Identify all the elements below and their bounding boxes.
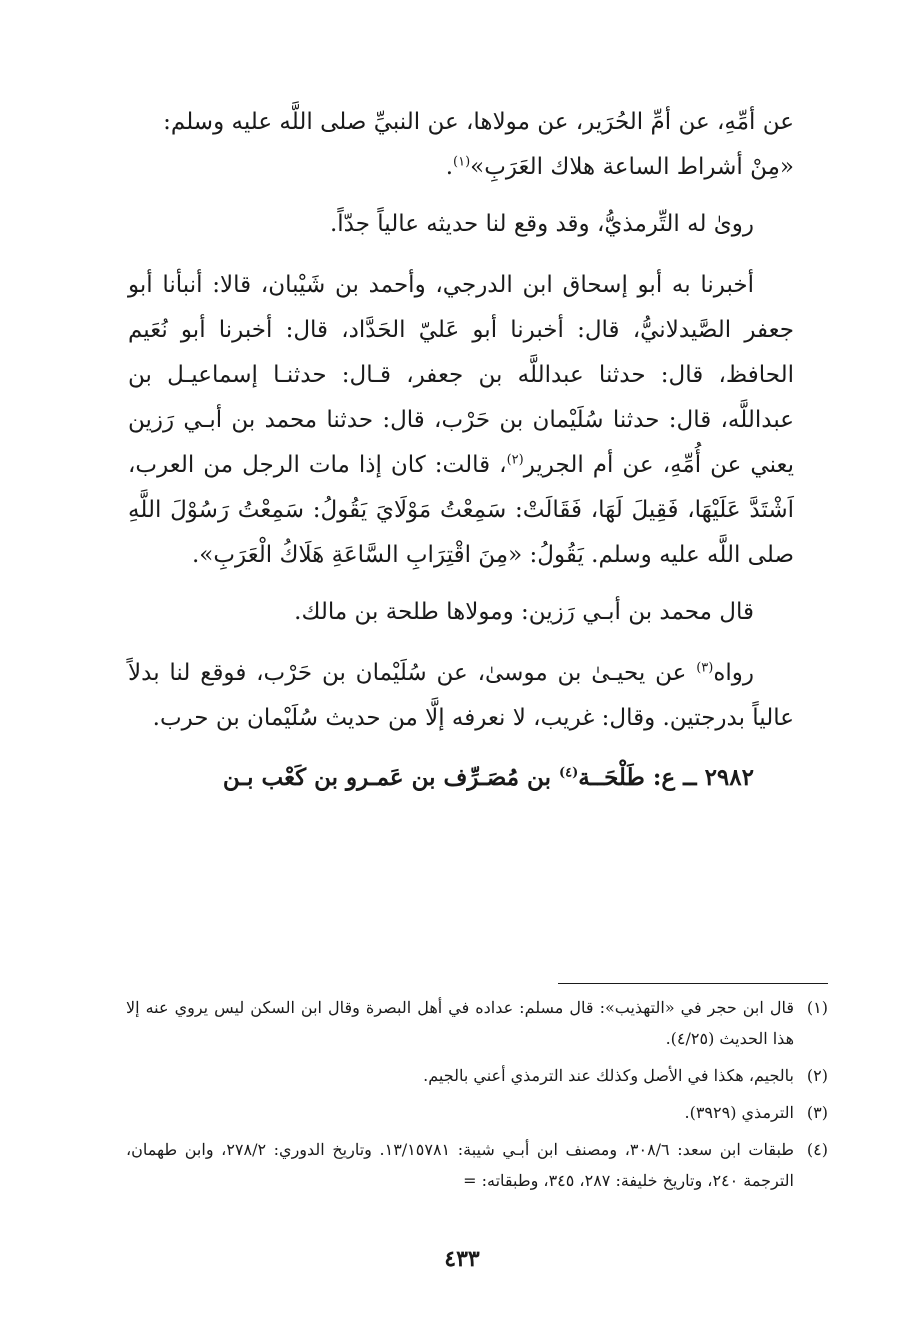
footnote-ref-4: (٤)	[558, 765, 579, 781]
footnote-text: بالجيم، هكذا في الأصل وكذلك عند الترمذي أعني بالجيم.	[423, 1066, 794, 1085]
paragraph-3-part-b: ، قالت: كان إذا مات الرجل من العرب، اَشْتَدَّ عَلَيْهَا، فَقِيلَ لَهَا، فَقَالَتْ: سَمِعْتُ مَوْلَايَ يَقُولُ: سَمِعْتُ رَسُوْلَ اللَّهِ صلى اللَّه عليه وسلم. يَقُولُ: «مِنَ اقْتِرَابِ السَّاعَةِ هَلَاكُ الْعَرَبِ».	[128, 452, 794, 568]
paragraph-3-part-a: أخبرنا به أبو إسحاق ابن الدرجي، وأحمد بن شَيْبان، قالا: أنبأنا أبو جعفر الصَّيدلانيُّ، قال: أخبرنا أبو عَليّ الحَدَّاد، قال: أخبرنا أبو نُعَيم الحافظ، قال: حدثنا عبداللَّه بن جعفر، قـال: حدثنـا إسماعيـل بن عبداللَّه، قال: حدثنا سُلَيْمان بن حَرْب، قال: حدثنا محمد بن أبـي رَزين يعني عن أُمِّهِ، عن أم الجرير	[128, 272, 795, 478]
footnotes	[126, 992, 828, 1202]
entry-heading	[128, 755, 794, 800]
paragraph-5	[128, 651, 794, 741]
footnote-number: (٤)	[806, 1140, 828, 1159]
paragraph-1-end: .	[445, 154, 453, 180]
footnote-ref-3: (٣)	[696, 660, 714, 676]
entry-heading-part-b: بن مُصَـرِّف بن عَمـرو بن كَعْب بـن	[222, 764, 559, 791]
entry-heading-part-a: ٢٩٨٢ ــ ع: طَلْحَــة	[578, 764, 754, 791]
footnote-text: طبقات ابن سعد: ٣٠٨/٦، ومصنف ابن أبـي شيبة: ١٣/١٥٧٨١. وتاريخ الدوري: ٢٧٨/٢، وابن طهمان، الترجمة ٢٤٠، وتاريخ خليفة: ٢٨٧، ٣٤٥، وطبقاته: =	[126, 1140, 795, 1190]
paragraph-1-quote: «مِنْ أشراط الساعة هلاك العَرَبِ»	[470, 154, 794, 180]
main-text	[128, 100, 794, 800]
footnote-text: الترمذي (٣٩٢٩).	[684, 1103, 794, 1122]
footnote-1	[126, 992, 828, 1054]
footnote-number: (٢)	[806, 1066, 828, 1085]
footnote-ref-1: (١)	[453, 154, 471, 170]
footnote-separator	[558, 983, 828, 984]
footnote-ref-2: (٢)	[506, 452, 524, 468]
paragraph-5-part-a: رواه	[713, 660, 754, 686]
paragraph-2: روىٰ له التِّرمذيُّ، وقد وقع لنا حديثه عالياً جدّاً.	[329, 211, 754, 237]
footnote-4	[126, 1134, 828, 1196]
paragraph-1	[128, 100, 794, 190]
paragraph-5-part-b: عن يحيـىٰ بن موسىٰ، عن سُلَيْمان بن حَرْب، فوقع لنا بدلاً عالياً بدرجتين. وقال: غريب، لا نعرفه إلَّا من حديث سُلَيْمان بن حرب.	[128, 660, 794, 731]
paragraph-1-line-1: عن أمِّهِ، عن أمِّ الحُرَير، عن مولاها، عن النبيِّ صلى اللَّه عليه وسلم:	[163, 109, 794, 135]
footnote-2	[126, 1060, 828, 1091]
footnote-text: قال ابن حجر في «التهذيب»: قال مسلم: عداده في أهل البصرة وقال ابن السكن ليس يروي عنه إلا هذا الحديث (٤/٢٥).	[126, 998, 794, 1048]
footnote-3	[126, 1097, 828, 1128]
page-number: ٤٣٣	[444, 1246, 480, 1272]
paragraph-3	[128, 263, 794, 578]
footnote-number: (٣)	[806, 1103, 828, 1122]
footnote-number: (١)	[806, 998, 828, 1017]
paragraph-4: قال محمد بن أبـي رَزين: ومولاها طلحة بن مالك.	[294, 599, 754, 625]
